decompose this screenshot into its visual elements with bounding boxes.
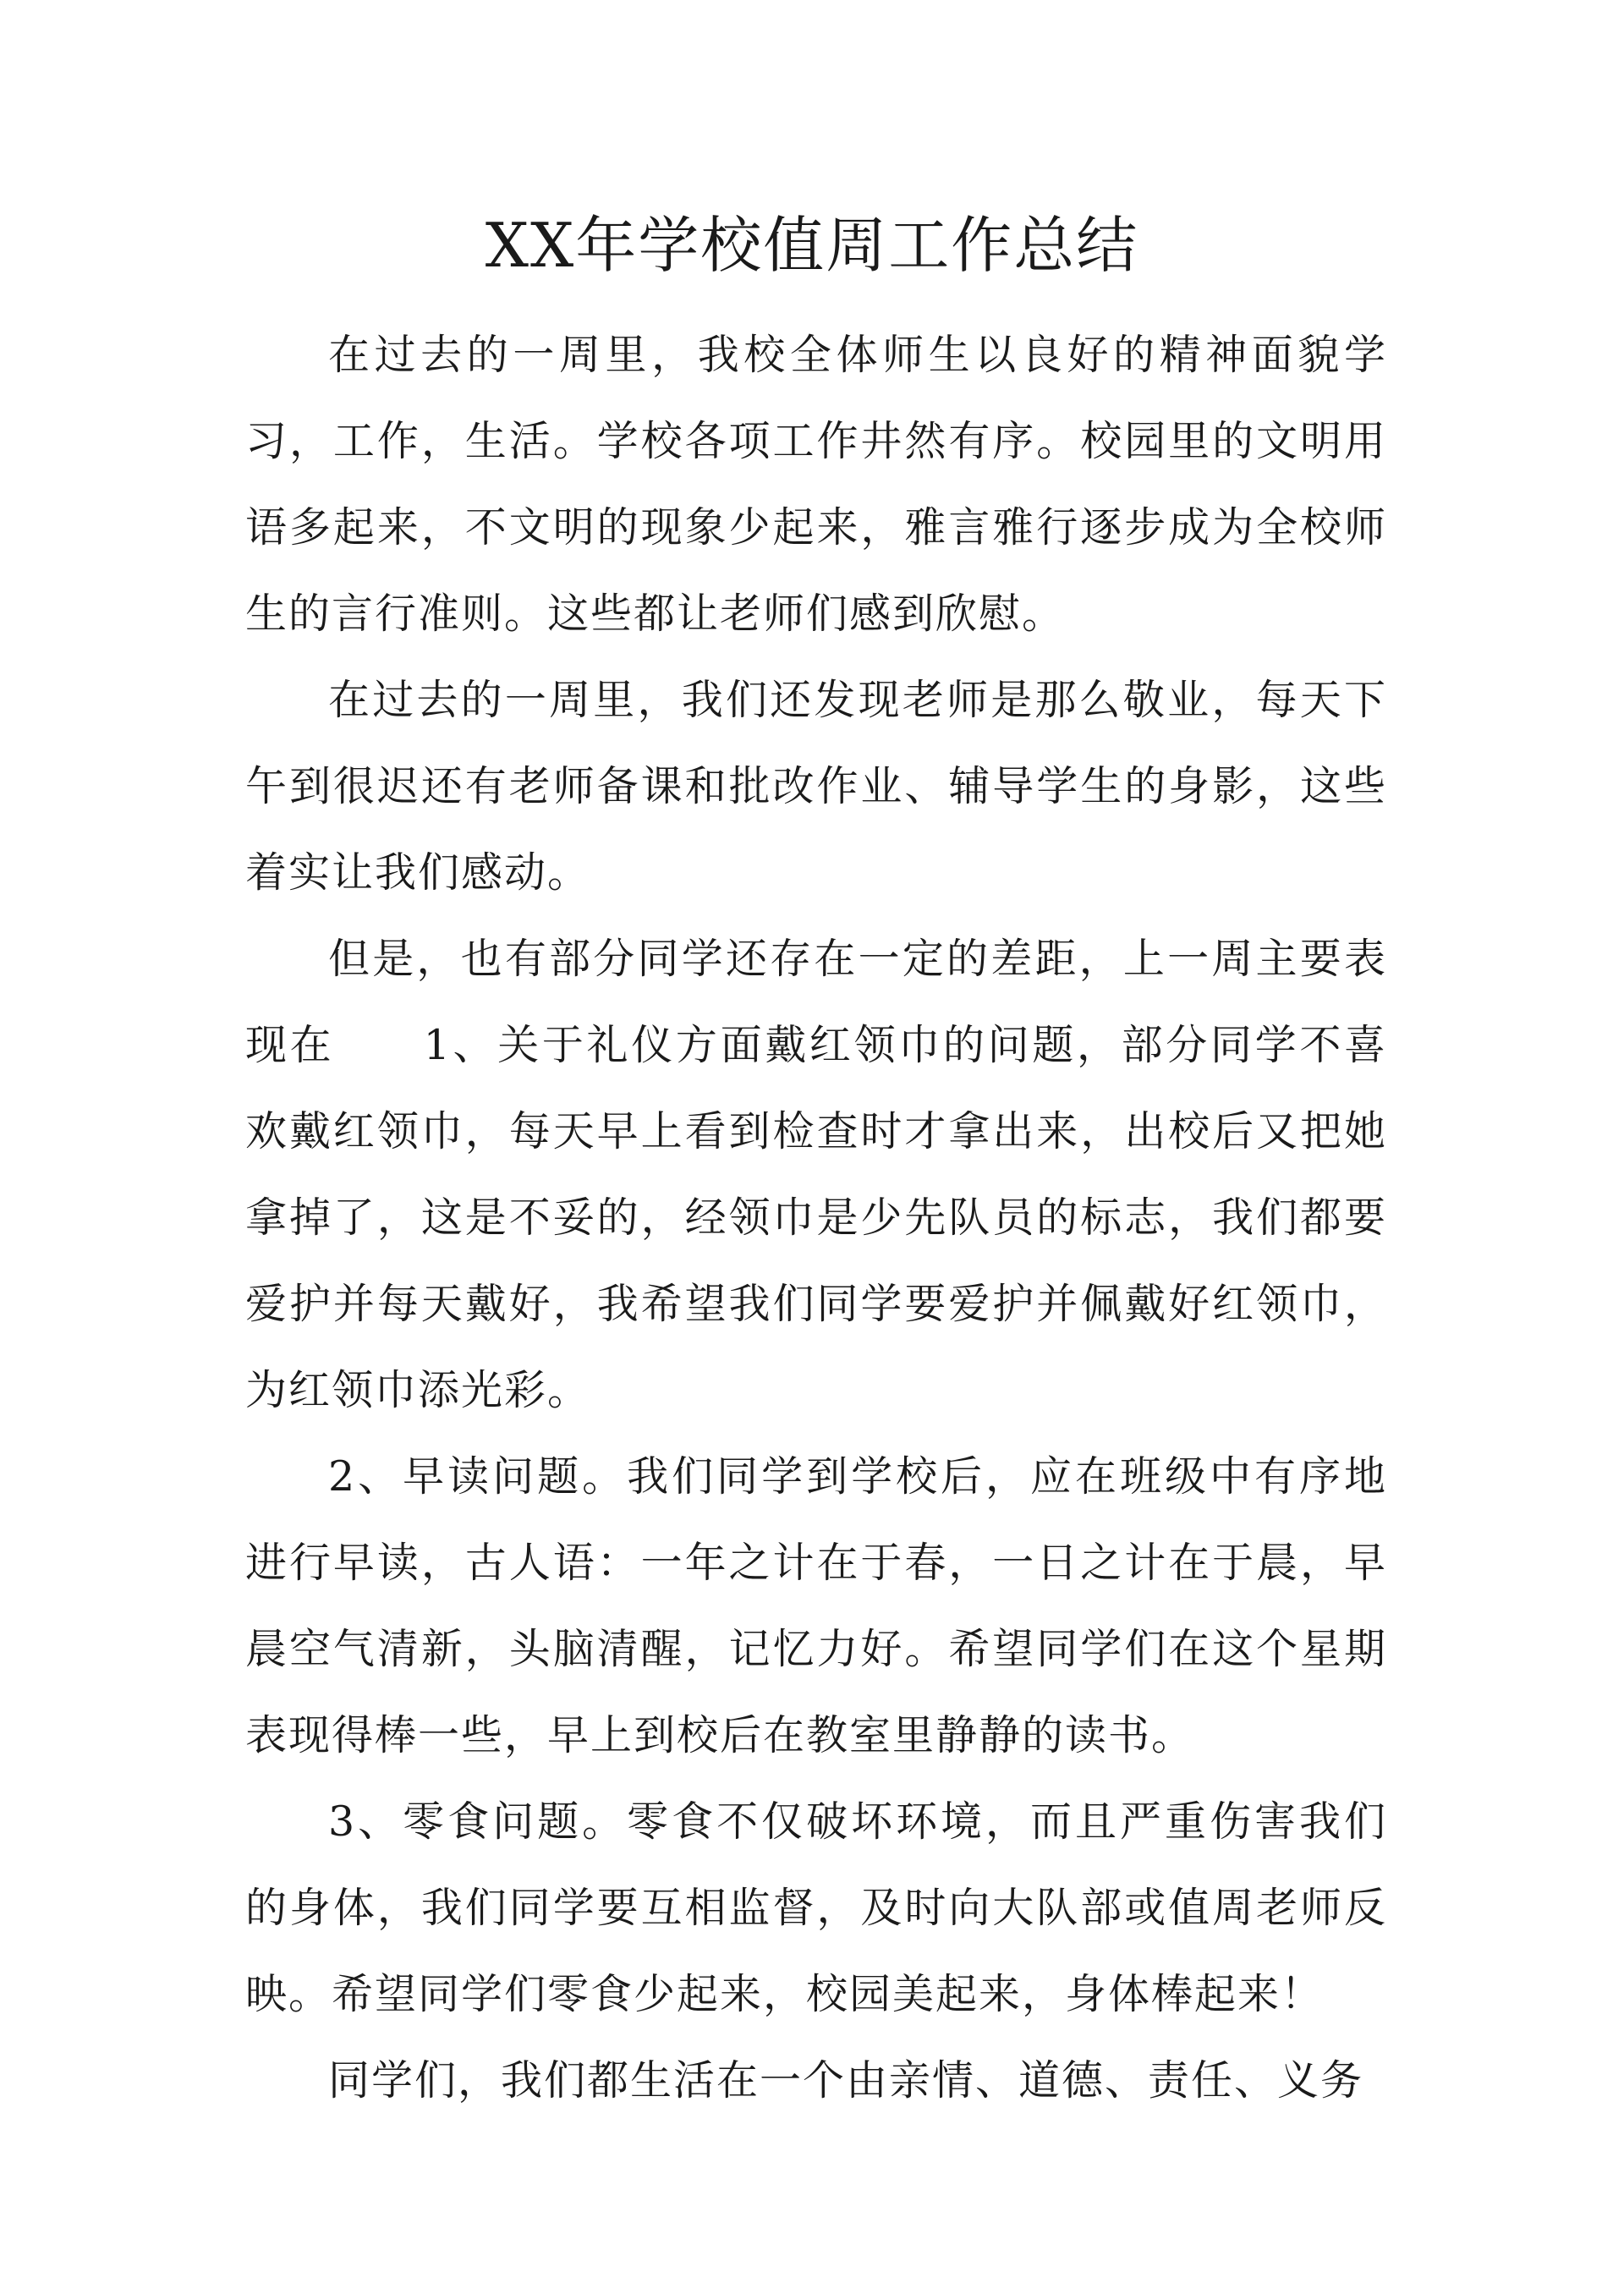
- paragraph-intro: 在过去的一周里，我校全体师生以良好的精神面貌学习，工作，生活。学校各项工作井然有序。校园里的文明用语多起来，不文明的现象少起来，雅言雅行逐步成为全校师生的言行准则。这些都让老师们感到欣慰。: [245, 331, 1387, 638]
- paragraph-snacks: 3、零食问题。零食不仅破坏环境，而且严重伤害我们的身体，我们同学要互相监督，及时向大队部或值周老师反映。希望同学们零食少起来，校园美起来，身体棒起来！: [245, 1797, 1387, 2018]
- document-body: [245, 312, 1387, 2124]
- document-title: XX年学校值周工作总结: [485, 210, 1139, 281]
- paragraph-closing: 同学们，我们都生活在一个由亲情、道德、责任、义务: [328, 2056, 1364, 2105]
- paragraph-teachers: 在过去的一周里，我们还发现老师是那么敬业，每天下午到很迟还有老师备课和批改作业、辅导学生的身影，这些着实让我们感动。: [245, 676, 1387, 897]
- paragraph-red-scarf: 但是，也有部分同学还存在一定的差距，上一周主要表现在 1、关于礼仪方面戴红领巾的问题，部分同学不喜欢戴红领巾，每天早上看到检查时才拿出来，出校后又把她拿掉了，这是不妥的，经领巾是少先队员的标志，我们都要爱护并每天戴好，我希望我们同学要爱护并佩戴好红领巾，为红领巾添光彩。: [245, 935, 1387, 1414]
- paragraph-morning-reading: 2、早读问题。我们同学到学校后，应在班级中有序地进行早读，古人语：一年之计在于春，一日之计在于晨，早晨空气清新，头脑清醒，记忆力好。希望同学们在这个星期表现得棒一些，早上到校后在教室里静静的读书。: [245, 1452, 1387, 1759]
